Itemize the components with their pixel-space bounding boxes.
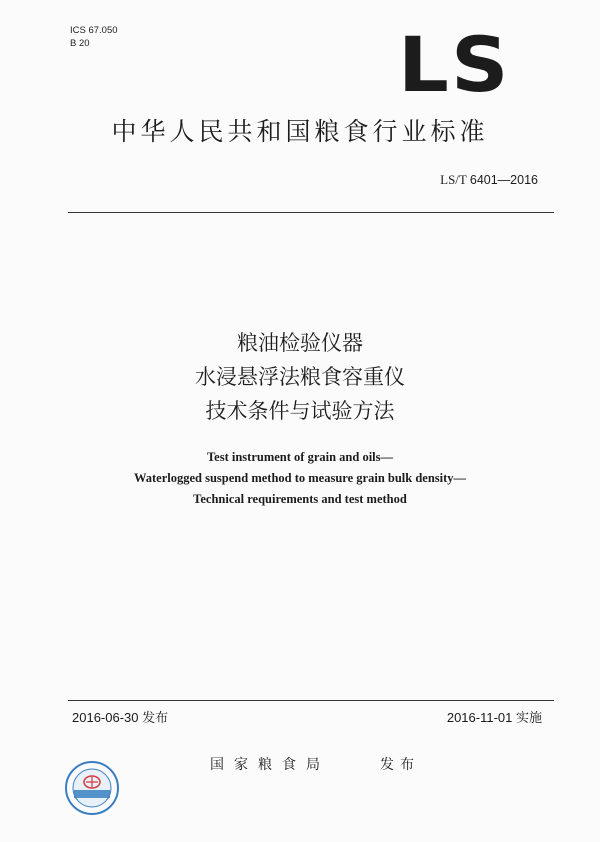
chinese-title-line-3: 技术条件与试验方法: [205, 399, 395, 423]
issue-date: 2016-06-30 发布: [72, 710, 169, 725]
ics-code: ICS 67.050: [70, 25, 118, 36]
certification-seal-icon: [64, 760, 120, 816]
english-title-line-3: Technical requirements and test method: [193, 492, 407, 506]
standard-code: [440, 172, 538, 188]
publish-label: 发布: [380, 757, 420, 773]
classification-codes: [70, 24, 118, 50]
ls-logo: LS: [398, 20, 511, 109]
standard-category-title: 中华人民共和国粮食行业标准: [111, 117, 489, 146]
ccs-code: B 20: [70, 38, 90, 49]
english-title-line-1: Test instrument of grain and oils—: [206, 450, 394, 464]
implement-date: 2016-11-01 实施: [446, 710, 542, 725]
chinese-title: [0, 326, 600, 428]
english-title: [0, 447, 600, 510]
publisher-name: 国家粮食局: [210, 757, 330, 773]
standard-code-prefix: LS/T: [440, 172, 467, 187]
english-title-line-2: Waterlogged suspend method to measure grain bulk density—: [133, 471, 467, 485]
bottom-divider: [68, 700, 554, 701]
chinese-title-line-1: 粮油检验仪器: [237, 331, 363, 355]
standard-code-number: 6401—2016: [469, 173, 538, 187]
chinese-title-line-2: 水浸悬浮法粮食容重仪: [195, 365, 405, 389]
top-divider: [68, 212, 554, 213]
